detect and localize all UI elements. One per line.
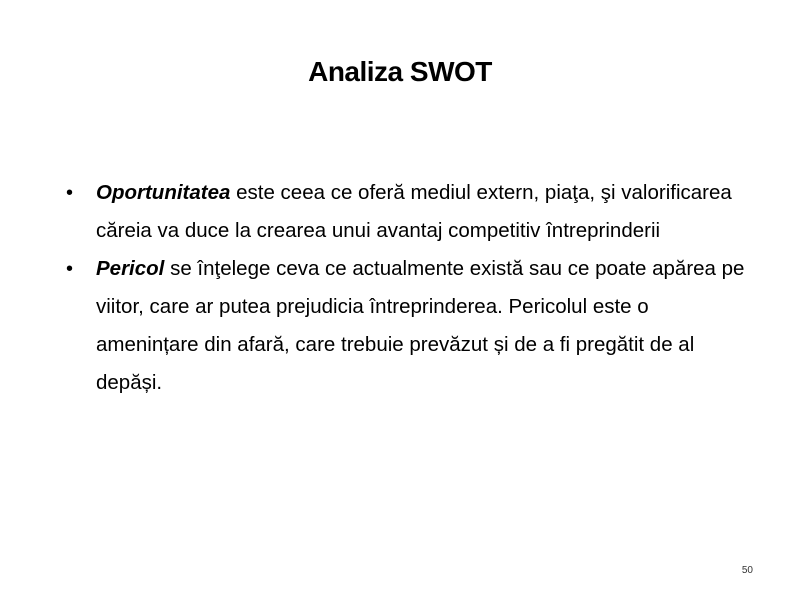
bullet-list bbox=[66, 174, 746, 402]
slide-number: 50 bbox=[741, 565, 753, 576]
slide-title: Analiza SWOT bbox=[308, 56, 492, 87]
bullet-icon: • bbox=[66, 258, 74, 280]
bullet-term: Oportunitatea bbox=[96, 181, 231, 204]
bullet-item-oportunitatea bbox=[66, 174, 746, 250]
bullet-icon: • bbox=[66, 182, 74, 204]
bullet-term: Pericol bbox=[96, 257, 165, 280]
bullet-text: se înţelege ceva ce actualmente există sau ce poate apărea pe viitor, care ar putea prejudicia întreprinderea. Pericolul este o amenințare din afară, care trebuie prevăzut și de a fi pregătit de al depăși. bbox=[96, 257, 745, 394]
bullet-item-pericol bbox=[66, 250, 746, 402]
bullet-text: este ceea ce oferă mediul extern, piaţa, şi valorificarea căreia va duce la crearea unui avantaj competitiv întreprinderii bbox=[96, 181, 732, 242]
